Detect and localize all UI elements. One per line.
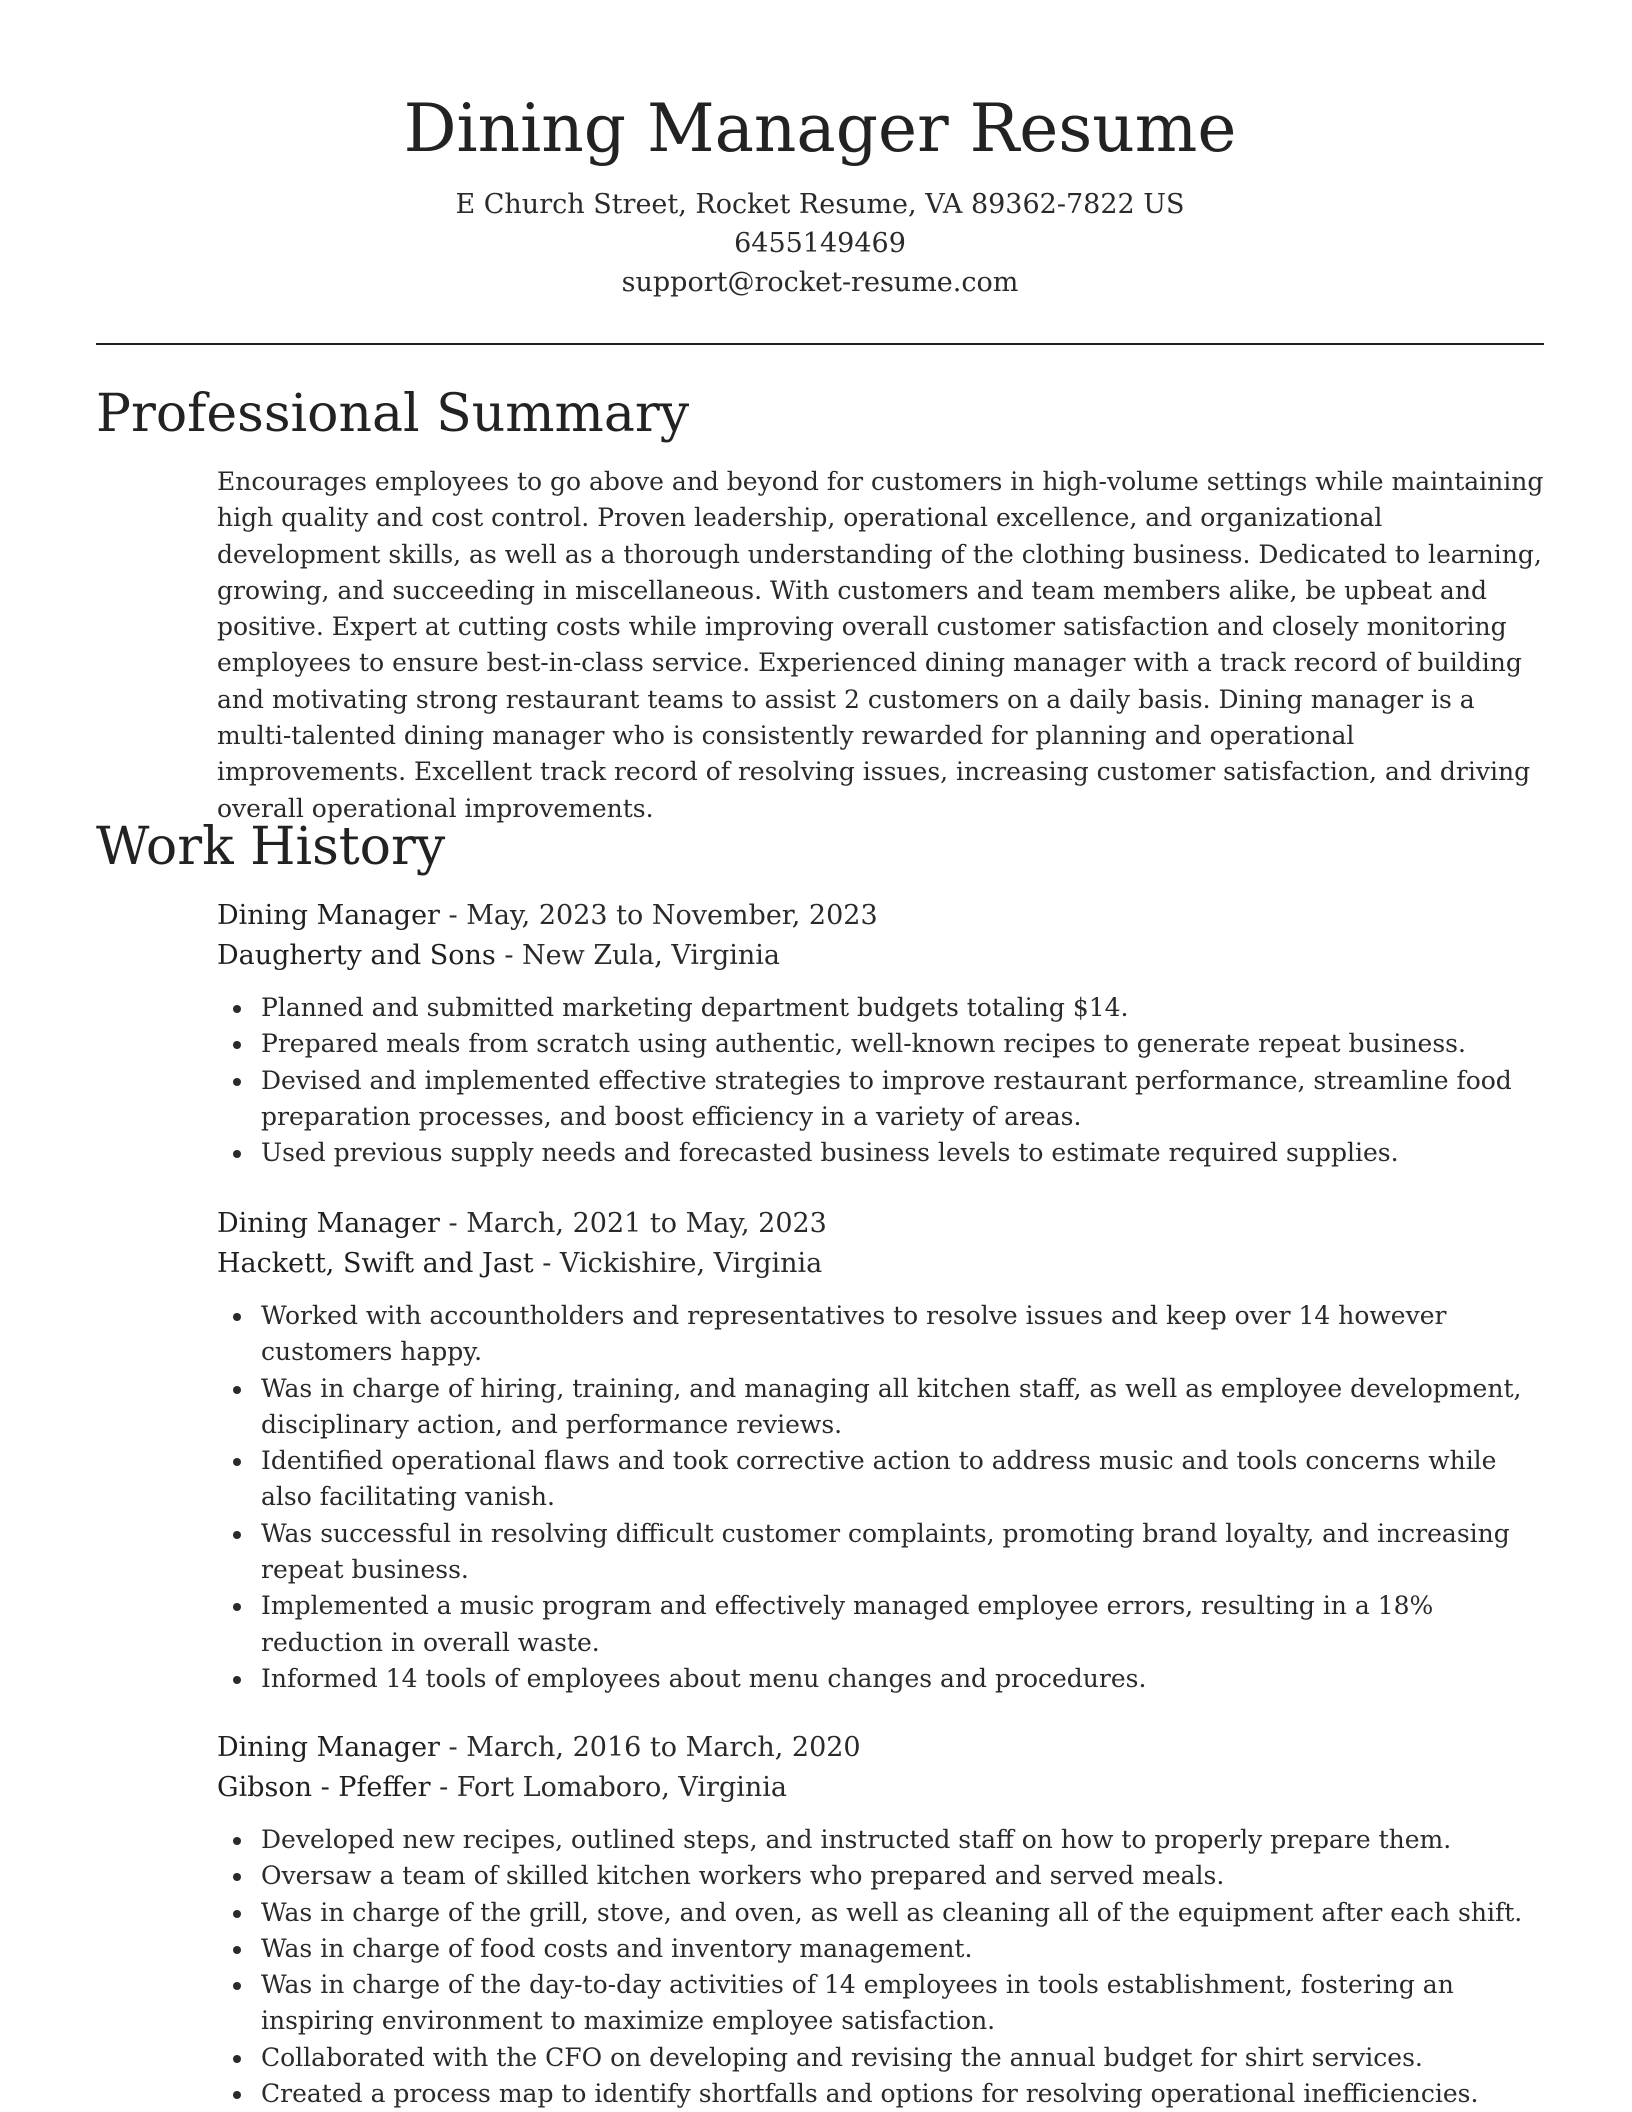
job-location: Vickishire, Virginia bbox=[559, 1248, 823, 1279]
job-bullet-list bbox=[217, 1298, 1547, 1697]
job-bullet-list bbox=[217, 990, 1547, 1171]
job-company-line: Gibson - Pfeffer - Fort Lomaboro, Virginia bbox=[217, 1772, 787, 1803]
contact-block bbox=[96, 185, 1544, 302]
resume-header bbox=[96, 82, 1544, 302]
job-bullet: Identified operational flaws and took corrective action to address music and tools concerns while also facilitating vanish. bbox=[261, 1443, 1547, 1516]
page-title: Dining Manager Resume bbox=[403, 90, 1237, 167]
job-bullet: Informed 14 tools of employees about menu changes and procedures. bbox=[261, 1661, 1547, 1697]
job-bullet: Implemented a music program and effectively managed employee errors, resulting in a 18% reduction in overall waste. bbox=[261, 1588, 1547, 1661]
job-dates: March, 2021 to May, 2023 bbox=[466, 1208, 827, 1239]
job-company: Daugherty and Sons bbox=[217, 940, 496, 971]
contact-email: support@rocket-resume.com bbox=[621, 267, 1019, 298]
job-title-line: Dining Manager - March, 2021 to May, 2023 bbox=[217, 1208, 827, 1239]
job-bullet-list bbox=[217, 1822, 1547, 2112]
job-role: Dining Manager bbox=[217, 900, 440, 931]
job-bullet: Oversaw a team of skilled kitchen workers who prepared and served meals. bbox=[261, 1858, 1547, 1894]
job-location: New Zula, Virginia bbox=[522, 940, 780, 971]
job-entry bbox=[217, 896, 1547, 1171]
job-company: Hackett, Swift and Jast bbox=[217, 1248, 534, 1279]
job-role: Dining Manager bbox=[217, 1208, 440, 1239]
header-divider bbox=[96, 343, 1544, 345]
summary-heading: Professional Summary bbox=[96, 384, 690, 444]
job-bullet: Used previous supply needs and forecasted business levels to estimate required supplies. bbox=[261, 1135, 1547, 1171]
job-bullet: Created a process map to identify shortfalls and options for resolving operational inefficiencies. bbox=[261, 2076, 1547, 2112]
summary-text: Encourages employees to go above and beyond for customers in high-volume settings while maintaining high quality and cost control. Proven leadership, operational excellence, and organizational development skills, as well as a thorough understanding of the clothing business. Dedicated to learning, growing, and succeeding in miscellaneous. With customers and team members alike, be upbeat and positive. Expert at cutting costs while improving overall customer satisfaction and closely monitoring employees to ensure best-in-class service. Experienced dining manager with a track record of building and motivating strong restaurant teams to assist 2 customers on a daily basis. Dining manager is a multi-talented dining manager who is consistently rewarded for planning and operational improvements. Excellent track record of resolving issues, increasing customer satisfaction, and driving overall operational improvements. bbox=[217, 467, 1544, 823]
job-role: Dining Manager bbox=[217, 1732, 440, 1763]
job-title-line: Dining Manager - May, 2023 to November, 2023 bbox=[217, 900, 878, 931]
contact-address: E Church Street, Rocket Resume, VA 89362-7822 US bbox=[455, 189, 1185, 220]
job-bullet: Was successful in resolving difficult customer complaints, promoting brand loyalty, and increasing repeat business. bbox=[261, 1516, 1547, 1589]
job-bullet: Collaborated with the CFO on developing and revising the annual budget for shirt services. bbox=[261, 2040, 1547, 2076]
job-bullet: Prepared meals from scratch using authentic, well-known recipes to generate repeat business. bbox=[261, 1026, 1547, 1062]
job-bullet: Worked with accountholders and representatives to resolve issues and keep over 14 however customers happy. bbox=[261, 1298, 1547, 1371]
contact-phone: 6455149469 bbox=[734, 228, 906, 259]
job-entry bbox=[217, 1728, 1547, 2112]
job-company-line: Daugherty and Sons - New Zula, Virginia bbox=[217, 940, 780, 971]
job-bullet: Was in charge of the grill, stove, and oven, as well as cleaning all of the equipment after each shift. bbox=[261, 1895, 1547, 1931]
work-history-heading: Work History bbox=[96, 817, 446, 877]
job-location: Fort Lomaboro, Virginia bbox=[456, 1772, 787, 1803]
job-dates: May, 2023 to November, 2023 bbox=[466, 900, 878, 931]
job-bullet: Planned and submitted marketing department budgets totaling $14. bbox=[261, 990, 1547, 1026]
job-bullet: Devised and implemented effective strategies to improve restaurant performance, streamline food preparation processes, and boost efficiency in a variety of areas. bbox=[261, 1063, 1547, 1136]
job-company-line: Hackett, Swift and Jast - Vickishire, Virginia bbox=[217, 1248, 823, 1279]
job-entry bbox=[217, 1204, 1547, 1697]
job-bullet: Was in charge of the day-to-day activities of 14 employees in tools establishment, fostering an inspiring environment to maximize employee satisfaction. bbox=[261, 1967, 1547, 2040]
job-title-line: Dining Manager - March, 2016 to March, 2020 bbox=[217, 1732, 861, 1763]
job-bullet: Was in charge of hiring, training, and managing all kitchen staff, as well as employee development, disciplinary action, and performance reviews. bbox=[261, 1371, 1547, 1444]
job-dates: March, 2016 to March, 2020 bbox=[466, 1732, 861, 1763]
job-bullet: Developed new recipes, outlined steps, and instructed staff on how to properly prepare them. bbox=[261, 1822, 1547, 1858]
job-bullet: Was in charge of food costs and inventory management. bbox=[261, 1931, 1547, 1967]
job-company: Gibson - Pfeffer bbox=[217, 1772, 431, 1803]
